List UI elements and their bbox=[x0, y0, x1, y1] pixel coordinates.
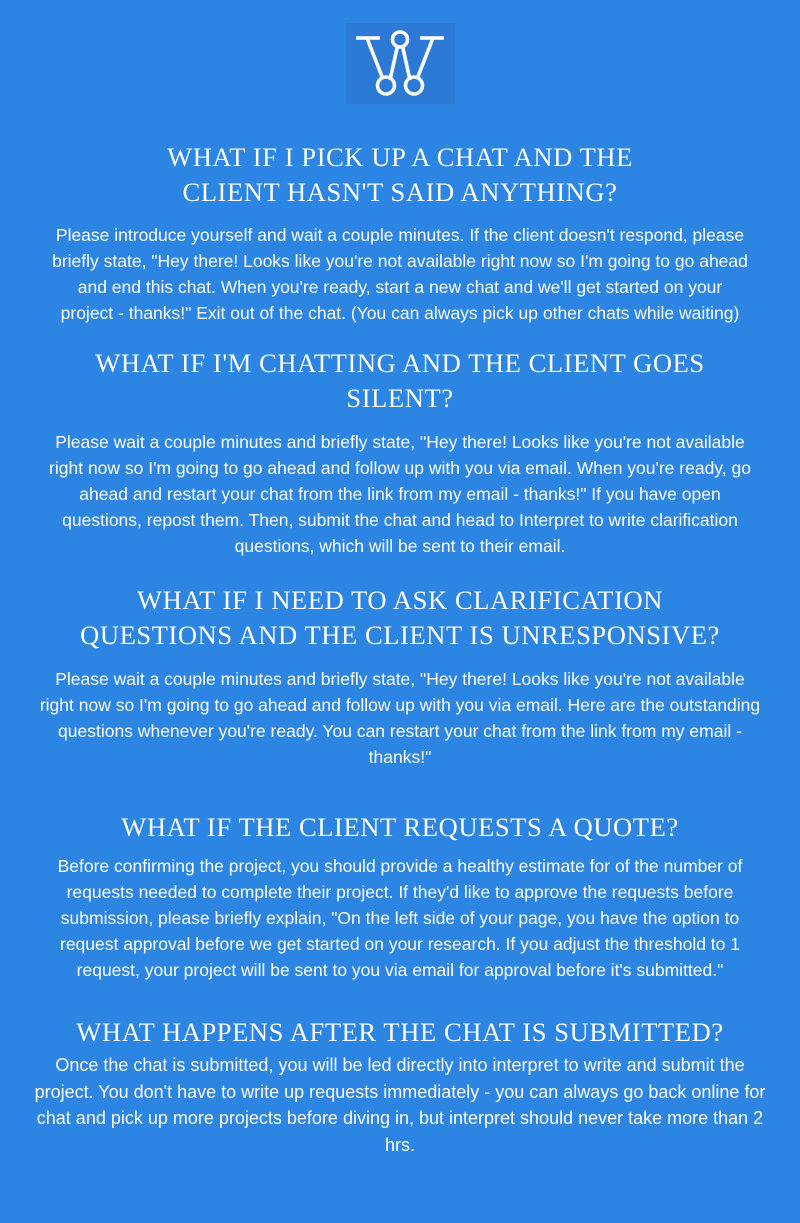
faq-answer-text: Please wait a couple minutes and briefly state, "Hey there! Looks like you're not available right now so I'm going to go ahead and follow up with you via email. When you're ready, go ahead and restart your chat from the link from my email - thanks!" If you have open questions, repost them. Then, submit the chat and head to Interpret to write clarification questions, which will be sent to their email. bbox=[49, 432, 751, 556]
faq-answer-text: Before confirming the project, you should provide a healthy estimate for of the number of requests needed to complete their project. If they'd like to approve the requests before submission, please briefly explain, "On the left side of your page, you have the option to request approval before we get started on your research. If you adjust the threshold to 1 request, your project will be sent to you via email for approval before it's submitted." bbox=[57, 856, 743, 980]
faq-page bbox=[0, 23, 800, 1223]
faq-question-heading bbox=[24, 810, 776, 845]
faq-section-clarification-questions bbox=[24, 583, 776, 770]
faq-section-chat-pickup bbox=[24, 140, 776, 326]
faq-answer-text: Once the chat is submitted, you will be led directly into interpret to write and submit the project. You don't have to write up requests immediately - you can always go back online for chat and pick up more projects before diving in, but interpret should never take more than 2 hrs. bbox=[34, 1055, 766, 1155]
heading-line: SILENT? bbox=[346, 383, 454, 413]
faq-question-heading bbox=[24, 1015, 776, 1050]
faq-question-heading bbox=[24, 346, 776, 416]
faq-question-heading bbox=[24, 140, 776, 210]
heading-line: QUESTIONS AND THE CLIENT IS UNRESPONSIVE? bbox=[80, 620, 720, 650]
faq-question-heading bbox=[24, 583, 776, 653]
faq-section-client-goes-silent bbox=[24, 346, 776, 559]
heading-line: CLIENT HASN'T SAID ANYTHING? bbox=[182, 177, 618, 207]
faq-section-quote-request bbox=[24, 810, 776, 983]
heading-line: WHAT IF I'M CHATTING AND THE CLIENT GOES bbox=[95, 348, 705, 378]
heading-line: WHAT IF I PICK UP A CHAT AND THE bbox=[167, 142, 633, 172]
faq-answer-text: Please wait a couple minutes and briefly state, "Hey there! Looks like you're not available right now so I'm going to go ahead and follow up with you via email. Here are the outstanding questions whenever you're ready. You can restart your chat from the link from my email - thanks!" bbox=[39, 669, 761, 767]
faq-section-after-submission bbox=[24, 1015, 776, 1158]
faq-content bbox=[0, 140, 800, 1158]
faq-answer-text: Please introduce yourself and wait a couple minutes. If the client doesn't respond, please briefly state, "Hey there! Looks like you're not available right now so I'm going to go ahead and end this chat. When you're ready, start a new chat and we'll get started on your project - thanks!" Exit out of the chat. (You can always pick up other chats while waiting) bbox=[52, 225, 748, 323]
logo bbox=[346, 23, 455, 104]
wonder-w-monogram-icon bbox=[352, 29, 448, 99]
heading-line: WHAT HAPPENS AFTER THE CHAT IS SUBMITTED? bbox=[76, 1017, 724, 1047]
heading-line: WHAT IF I NEED TO ASK CLARIFICATION bbox=[137, 585, 663, 615]
heading-line: WHAT IF THE CLIENT REQUESTS A QUOTE? bbox=[121, 812, 679, 842]
